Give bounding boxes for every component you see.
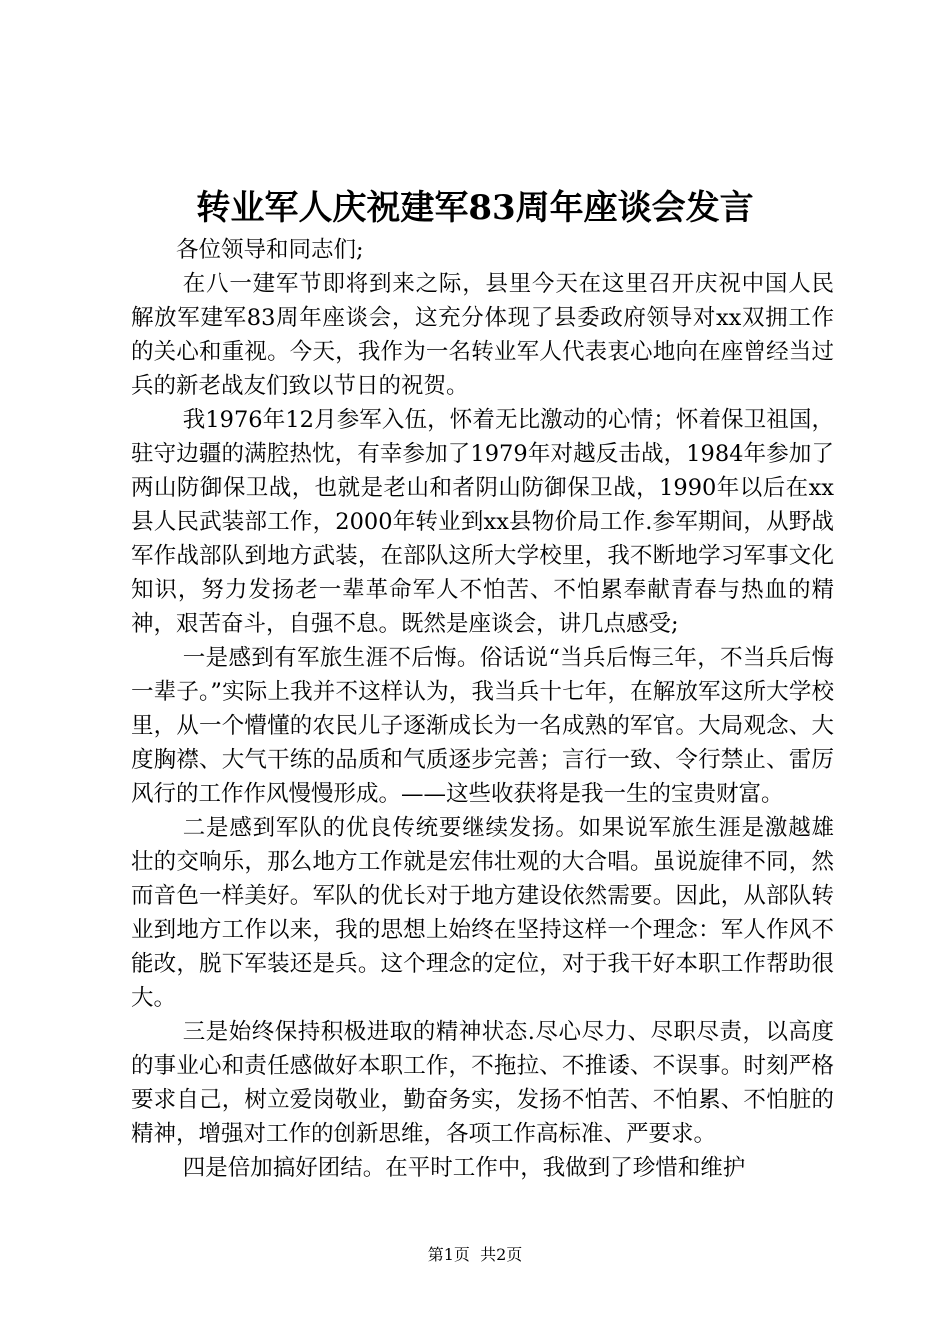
paragraph: 一是感到有军旅生涯不后悔。俗话说“当兵后悔三年，不当兵后悔一辈子。”实际上我并不这样认为，我当兵十七年，在解放军这所大学校里，从一个懵懂的农民儿子逐渐成长为一名成熟的军官。大局观念、大度胸襟、大气干练的品质和气质逐步完善；言行一致、令行禁止、雷厉风行的工作作风慢慢形成。——这些收获将是我一生的宝贵财富。: [131, 645, 834, 807]
paragraph: 我1976年12月参军入伍，怀着无比激动的心情；怀着保卫祖国，驻守边疆的满腔热忱，有幸参加了1979年对越反击战，1984年参加了两山防御保卫战，也就是老山和者阴山防御保卫战，1990年以后在xx县人民武装部工作，2000年转业到xx县物价局工作.参军期间，从野战军作战部队到地方武装，在部队这所大学校里，我不断地学习军事文化知识，努力发扬老一辈革命军人不怕苦、不怕累奉献青春与热血的精神，艰苦奋斗，自强不息。既然是座谈会，讲几点感受;: [131, 407, 834, 637]
page-number-current: 第1页: [427, 1245, 470, 1264]
document-body: [131, 233, 834, 1185]
paragraph: 二是感到军队的优良传统要继续发扬。如果说军旅生涯是激越雄壮的交响乐，那么地方工作就是宏伟壮观的大合唱。虽说旋律不同，然而音色一样美好。军队的优长对于地方建设依然需要。因此，从部队转业到地方工作以来，我的思想上始终在坚持这样一个理念：军人作风不能改，脱下军装还是兵。这个理念的定位，对于我干好本职工作帮助很大。: [131, 815, 834, 1011]
page-number-total: 共2页: [480, 1245, 523, 1264]
page-footer: [0, 1243, 950, 1267]
salutation: 各位领导和同志们;: [176, 237, 364, 263]
paragraph: 三是始终保持积极进取的精神状态.尽心尽力、尽职尽责，以高度的事业心和责任感做好本职工作，不拖拉、不推诿、不误事。时刻严格要求自己，树立爱岗敬业，勤奋务实，发扬不怕苦、不怕累、不怕脏的精神，增强对工作的创新思维，各项工作高标准、严要求。: [131, 1019, 834, 1147]
document-title: 转业军人庆祝建军83周年座谈会发言: [196, 188, 754, 228]
paragraph: 在八一建军节即将到来之际，县里今天在这里召开庆祝中国人民解放军建军83周年座谈会，这充分体现了县委政府领导对xx双拥工作的关心和重视。今天，我作为一名转业军人代表衷心地向在座曾经当过兵的新老战友们致以节日的祝贺。: [131, 271, 834, 399]
footer-spacer: [470, 1245, 480, 1264]
paragraph: 四是倍加搞好团结。在平时工作中，我做到了珍惜和维护: [182, 1155, 746, 1181]
